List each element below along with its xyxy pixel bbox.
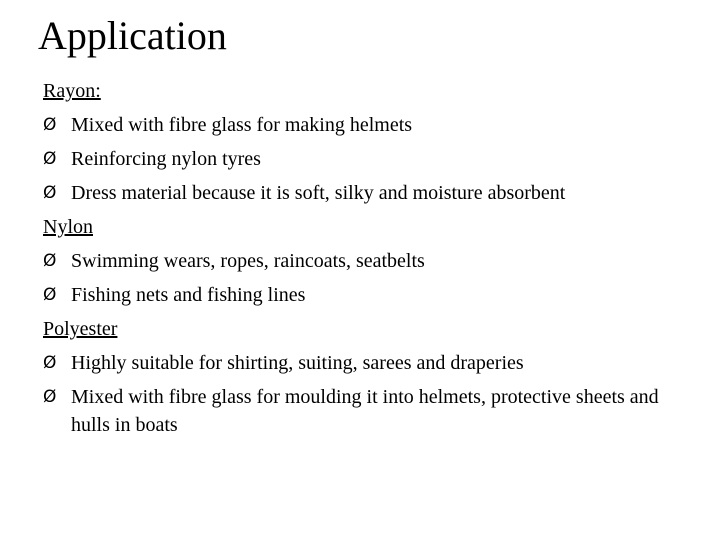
- section-heading: Nylon: [43, 216, 93, 238]
- arrow-bullet-icon: Ø: [43, 183, 57, 203]
- list-item-text: Swimming wears, ropes, raincoats, seatbelts: [71, 250, 425, 272]
- section-rayon: [43, 74, 693, 210]
- list-item: [43, 244, 693, 278]
- list-item: [43, 108, 693, 142]
- arrow-bullet-icon: Ø: [43, 285, 57, 305]
- section-nylon: [43, 210, 693, 312]
- list-item: [43, 142, 693, 176]
- list-item-text: Mixed with fibre glass for moulding it into helmets, protective sheets and hulls in boats: [71, 386, 659, 436]
- list-item: [43, 346, 693, 380]
- arrow-bullet-icon: Ø: [43, 353, 57, 373]
- arrow-bullet-icon: Ø: [43, 251, 57, 271]
- list-item: [43, 380, 693, 439]
- arrow-bullet-icon: Ø: [43, 387, 57, 407]
- list-item-text: Dress material because it is soft, silky and moisture absorbent: [71, 182, 566, 204]
- list-item: [43, 278, 693, 312]
- arrow-bullet-icon: Ø: [43, 115, 57, 135]
- list-item-text: Reinforcing nylon tyres: [71, 148, 261, 170]
- section-heading: Polyester: [43, 318, 118, 340]
- list-item-text: Highly suitable for shirting, suiting, sarees and draperies: [71, 352, 524, 374]
- list-item: [43, 176, 693, 210]
- section-polyester: [43, 312, 693, 439]
- section-heading: Rayon:: [43, 80, 101, 102]
- slide-body: [43, 74, 693, 439]
- arrow-bullet-icon: Ø: [43, 149, 57, 169]
- list-item-text: Fishing nets and fishing lines: [71, 284, 306, 306]
- page-title: Application: [38, 13, 227, 58]
- list-item-text: Mixed with fibre glass for making helmets: [71, 114, 413, 136]
